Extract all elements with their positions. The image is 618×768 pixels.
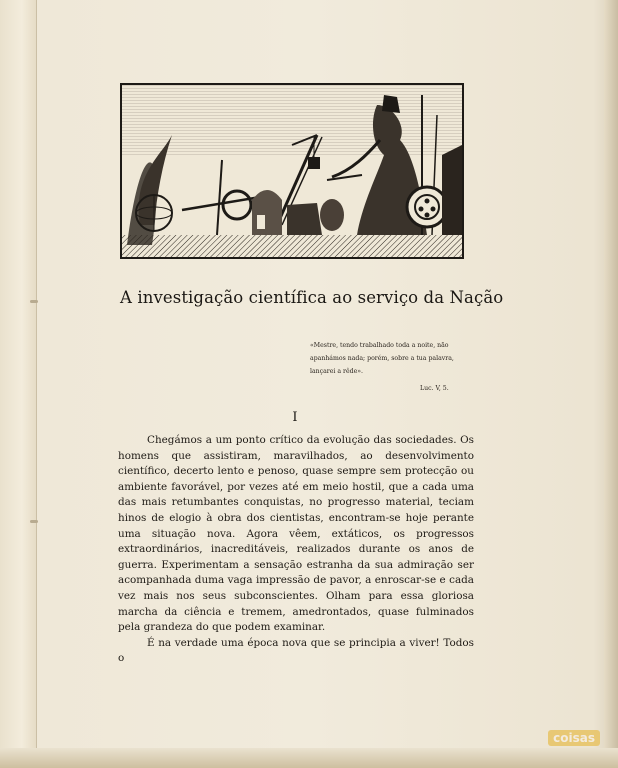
paragraph: Chegámos a um ponto crítico da evolução das sociedades. Os homens que assistiram, maravilhados, ao desenvolvimento científico, decerto lento e penoso, quase sempre sem protecção ou ambiente favorável, por vezes até em meio hostil, que a cada uma das mais retumbantes conquistas, no progresso material, teciam hinos de elogio à obra dos cientistas, encontram-se hoje perante uma situação nova. Agora vêem, extáticos, os progressos extraordinários, inacreditáveis, realizados durante os anos de guerra. Experimentam a sensação estranha da sua admiração ser acompanhada duma vaga impressão de pavor, a enroscar-se e cada vez mais nos seus subconscientes. Olham para essa gloriosa marcha da ciência e tremem, amedrontados, quase fulminados pela grandeza do que podem examinar. — [118, 434, 474, 634]
engraving-illustration — [120, 83, 464, 259]
page-bottom-edge — [0, 748, 618, 768]
page-right-edge — [604, 0, 618, 768]
page-binding-edge — [0, 0, 37, 768]
epigraph-reference: Luc. V, 5. — [420, 385, 449, 392]
paragraph: É na verdade uma época nova que se principia a viver! Todos o — [118, 636, 474, 665]
watermark-logo: coisas — [548, 730, 600, 746]
body-text — [118, 433, 474, 667]
binding-hole — [30, 520, 38, 523]
section-number: I — [292, 410, 298, 425]
epigraph-quote: «Mestre, tendo trabalhado toda a noite, não apanhámos nada; porém, sobre a tua palavra, lançarei a rêde». — [310, 342, 454, 375]
article-title: A investigação científica ao serviço da Nação — [120, 288, 504, 307]
binding-hole — [30, 300, 38, 303]
